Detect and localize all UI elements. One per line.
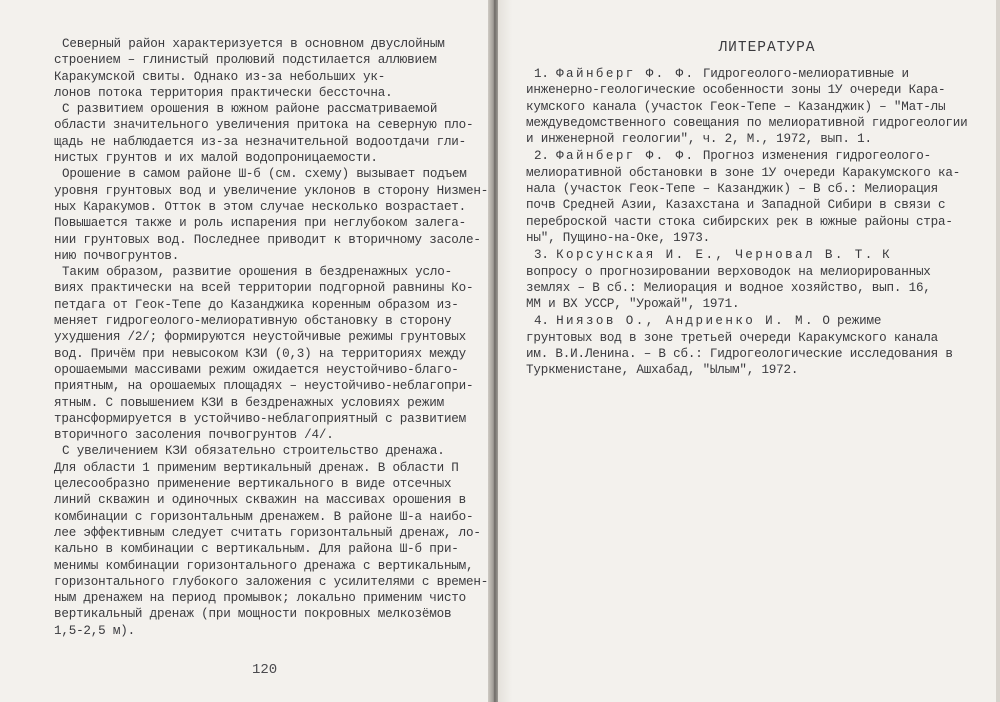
text-line: Для области 1 применим вертикальный дренаж. В области П [54, 460, 459, 475]
reference-line: вопросу о прогнозировании верховодок на мелиорированных [526, 264, 931, 279]
reference-author: Файнберг Ф. Ф. [556, 149, 696, 164]
reference-line: междуведомственного совещания по мелиоративной гидрогеологии [526, 115, 968, 130]
left-page-body [54, 36, 489, 639]
text-line: виях практически на всей территории подгорной равнины Ко- [54, 281, 474, 296]
reference-line: инженерно-геологические особенности зоны 1У очереди Кара- [526, 83, 946, 98]
text-line: области значительного увеличения притока на северную пло- [54, 118, 474, 133]
reference-text: К [882, 248, 890, 263]
reference-text: Гидрогеолого-мелиоративные и [702, 67, 909, 81]
references-list [526, 66, 978, 379]
text-line: С развитием орошения в южном районе рассматриваемой [62, 102, 438, 117]
text-line: ных Каракумов. Отток в этом случае несколько возрастает. [54, 199, 467, 214]
text-line: горизонтального глубокого заложения с усилителями с времен- [54, 574, 489, 589]
text-line: вторичного засоления почвогрунтов /4/. [54, 428, 334, 443]
text-line: щадь не наблюдается из-за незначительной водоотдачи гли- [54, 134, 467, 149]
reference-line: землях – В сб.: Мелиорация и водное хозяйство, вып. 16, [526, 280, 931, 295]
reference-author: Корсунская И. Е., Черновал В. Т. [556, 248, 875, 263]
reference-number: 3. [534, 248, 549, 263]
text-line: петдага от Геок-Тепе до Казанджика коренным образом из- [54, 297, 459, 312]
text-line: ухудшения /2/; формируются неустойчивые режимы грунтовых [54, 330, 467, 345]
text-line: строением – глинистый пролювий подстилается аллювием [54, 53, 437, 68]
reference-item [526, 148, 978, 246]
text-line: линий скважин и одиночных скважин на массивах орошения в [54, 493, 467, 508]
text-line: Северный район характеризуется в основном двуслойным [62, 37, 445, 51]
text-line: вертикальный дренаж (при мощности покровных мелкозёмов [54, 607, 452, 622]
reference-item [526, 247, 978, 312]
paragraph [54, 101, 474, 166]
text-line: трансформируется в устойчиво-неблагоприятный с развитием [54, 411, 467, 426]
text-line: уровня грунтовых вод и увеличение уклонов в сторону Низмен- [54, 183, 489, 198]
text-line: 1,5-2,5 м). [54, 623, 135, 638]
reference-line: грунтовых вод в зоне третьей очереди Каракумского канала [526, 330, 939, 345]
page-number: 120 [252, 662, 278, 678]
text-line: лее эффективным следует считать горизонтальный дренаж, ло- [54, 525, 481, 540]
reference-line: мелиоративной обстановки в зоне 1У очереди Каракумского ка- [526, 165, 961, 180]
reference-line [526, 66, 978, 82]
reference-text: О режиме [822, 314, 882, 329]
reference-number: 1. [534, 67, 549, 81]
text-line: целесообразно применение вертикального в виде отсечных [54, 477, 452, 492]
text-line: вод. Причём при невысоком КЗИ (0,3) на территориях между [54, 346, 467, 361]
reference-line [526, 148, 978, 164]
text-line: ятным. С повышением КЗИ в бездренажных условиях режим [54, 395, 444, 410]
page-edge [996, 0, 1000, 702]
reference-line: ММ и ВХ УССР, "Урожай", 1971. [526, 297, 740, 312]
reference-line: и инженерной геологии", ч. 2, М., 1972, вып. 1. [526, 132, 872, 147]
paragraph [54, 264, 474, 443]
text-line: Повышается также и роль испарения при неглубоком залега- [54, 216, 467, 231]
text-line: С увеличением КЗИ обязательно строительство дренажа. [62, 444, 445, 459]
paragraph [54, 166, 489, 264]
reference-author: Ниязов О., Андриенко И. М. [556, 314, 815, 329]
text-line: приятным, на орошаемых площадях – неустойчиво-неблагопри- [54, 379, 474, 394]
text-line: ным дренажем на период промывок; локально применим чисто [54, 591, 467, 606]
paragraph [54, 36, 468, 101]
reference-line: переброской части стока сибирских рек в южные районы стра- [526, 214, 953, 229]
reference-line: почв Средней Азии, Казахстана и Западной Сибири в связи с [526, 198, 946, 213]
text-line: менимы комбинации горизонтального дренажа с вертикальным, [54, 558, 474, 573]
reference-line [526, 313, 978, 329]
text-line: комбинации с горизонтальным дренажем. В районе Ш-а наибо- [54, 509, 474, 524]
reference-line: кумского канала (участок Геок-Тепе – Казанджик) – "Мат-лы [526, 99, 946, 114]
reference-number: 2. [534, 149, 549, 164]
reference-line: Туркменистане, Ашхабад, "Ылым", 1972. [526, 363, 799, 378]
left-page [0, 0, 490, 702]
text-line: Каракумской свиты. Однако из-за небольших ук- [54, 69, 386, 84]
text-line: нистых грунтов и их малой водопроницаемости. [54, 151, 378, 166]
right-page [498, 0, 1000, 702]
text-line: кально в комбинации с вертикальным. Для района Ш-б при- [54, 542, 459, 557]
paragraph [54, 443, 489, 639]
reference-line: ны", Пущино-на-Оке, 1973. [526, 230, 710, 245]
text-line: орошаемыми массивами режим ожидается неустойчиво-благо- [54, 362, 459, 377]
text-line: меняет гидрогеолого-мелиоративную обстановку в сторону [54, 314, 452, 329]
text-line: Орошение в самом районе Ш-б (см. схему) вызывает подъем [62, 167, 467, 182]
references-heading: ЛИТЕРАТУРА [718, 40, 816, 56]
reference-line: нала (участок Геок-Тепе – Казанджик) – В сб.: Мелиорация [526, 182, 939, 197]
reference-item [526, 66, 978, 147]
reference-text: Прогноз изменения гидрогеолого- [702, 149, 931, 164]
reference-line: им. В.И.Ленина. – В сб.: Гидрогеологические исследования в [526, 347, 953, 362]
reference-item [526, 313, 978, 378]
reference-number: 4. [534, 314, 549, 329]
text-line: нию почвогрунтов. [54, 248, 180, 263]
reference-author: Файнберг Ф. Ф. [556, 67, 696, 81]
text-line: Таким образом, развитие орошения в бездренажных усло- [62, 265, 452, 280]
text-line: нии грунтовых вод. Последнее приводит к вторичному засоле- [54, 232, 481, 247]
text-line: лонов потока территория практически бессточна. [54, 85, 393, 100]
reference-line [526, 247, 978, 263]
